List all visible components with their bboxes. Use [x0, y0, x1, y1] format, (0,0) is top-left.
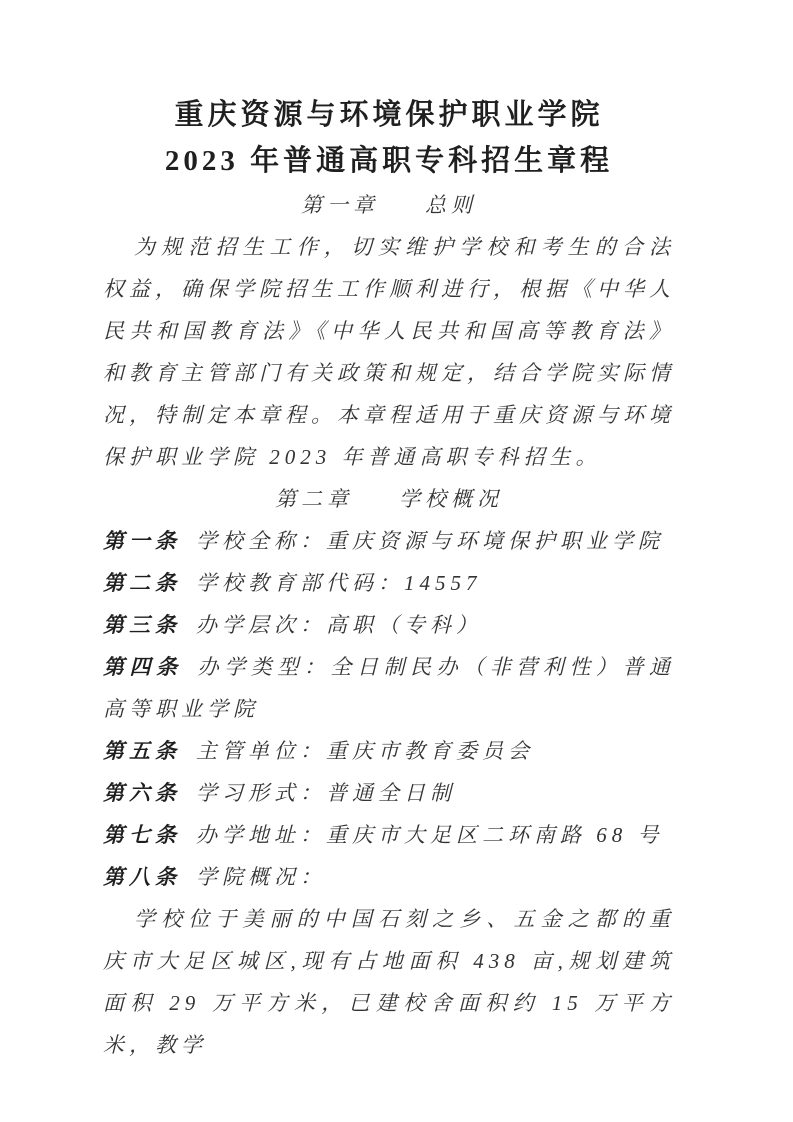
- chapter1-heading: [103, 184, 675, 226]
- chapter2-number: 第二章: [275, 487, 353, 511]
- article-7-text: 办学地址：重庆市大足区二环南路 68 号: [196, 823, 664, 847]
- article-5: [103, 730, 675, 772]
- article-5-text: 主管单位：重庆市教育委员会: [196, 739, 534, 763]
- article-6: [103, 772, 675, 814]
- article-3: [103, 604, 675, 646]
- article-5-label: 第五条: [103, 739, 181, 763]
- article-4-label: 第四条: [103, 655, 183, 679]
- article-4-text: 办学类型：全日制民办（非营利性）普通高等职业学院: [103, 655, 676, 721]
- document-title-line2: 2023 年普通高职专科招生章程: [164, 145, 614, 177]
- article-1-label: 第一条: [103, 529, 181, 553]
- article-7: [103, 814, 675, 856]
- article-8-label: 第八条: [103, 865, 181, 889]
- school-overview-paragraph: 学校位于美丽的中国石刻之乡、五金之都的重庆市大足区城区,现有占地面积 438 亩,规划建筑面积 29 万平方米，已建校舍面积约 15 万平方米，教学: [103, 907, 675, 1057]
- article-6-label: 第六条: [103, 781, 181, 805]
- chapter2-title: 学校概况: [399, 487, 503, 511]
- article-1: [103, 520, 675, 562]
- chapter2-heading: [103, 478, 675, 520]
- article-6-text: 学习形式：普通全日制: [196, 781, 456, 805]
- article-7-label: 第七条: [103, 823, 181, 847]
- article-2-label: 第二条: [103, 571, 181, 595]
- article-3-text: 办学层次：高职（专科）: [196, 613, 482, 637]
- article-2-text: 学校教育部代码：14557: [196, 571, 482, 595]
- article-8-text: 学院概况：: [196, 865, 326, 889]
- article-2: [103, 562, 675, 604]
- chapter1-number: 第一章: [301, 193, 379, 217]
- article-4: [103, 646, 675, 730]
- chapter1-title: 总则: [425, 193, 477, 217]
- chapter1-paragraph: 为规范招生工作，切实维护学校和考生的合法权益，确保学院招生工作顺利进行，根据《中华人民共和国教育法》《中华人民共和国高等教育法》和教育主管部门有关政策和规定，结合学院实际情况，特制定本章程。本章程适用于重庆资源与环境保护职业学院 2023 年普通高职专科招生。: [103, 235, 675, 469]
- article-8: [103, 856, 675, 898]
- article-3-label: 第三条: [103, 613, 181, 637]
- article-1-text: 学校全称：重庆资源与环境保护职业学院: [196, 529, 664, 553]
- document-title-line1: 重庆资源与环境保护职业学院: [174, 99, 604, 131]
